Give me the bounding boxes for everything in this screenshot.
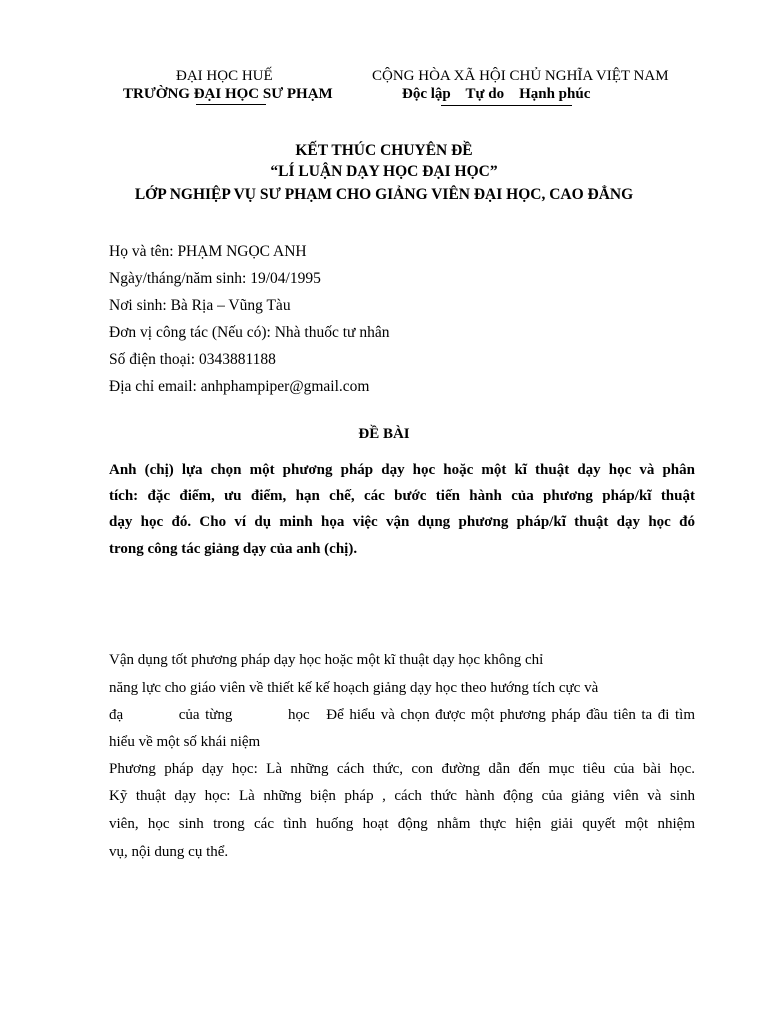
title-line-2: “LÍ LUẬN DẠY HỌC ĐẠI HỌC” (270, 163, 498, 180)
body-line: vụ, nội dung cụ thể. (109, 844, 229, 860)
body-line: viên, học sinh trong các tình huống hoạt động nhằm thực hiện giải quyết một nhiệm (109, 816, 695, 832)
assignment-line: dạy học đó. Cho ví dụ minh họa việc vận dụng phương pháp/kĩ thuật dạy học đó (109, 514, 695, 530)
info-email: Địa chỉ email: anhphampiper@gmail.com (109, 378, 370, 395)
motto-underline (441, 105, 572, 106)
school-name: TRƯỜNG ĐẠI HỌC SƯ PHẠM (123, 86, 333, 102)
info-phone: Số điện thoại: 0343881188 (109, 351, 276, 368)
info-workplace: Đơn vị công tác (Nếu có): Nhà thuốc tư nhân (109, 324, 390, 341)
country-name: CỘNG HÒA XÃ HỘI CHỦ NGHĨA VIỆT NAM (372, 68, 669, 84)
body-line: đạ của từng học Để hiểu và chọn được một phương pháp đầu tiên ta đi tìm (109, 707, 695, 723)
title-line-3: LỚP NGHIỆP VỤ SƯ PHẠM CHO GIẢNG VIÊN ĐẠI HỌC, CAO ĐẲNG (134, 186, 634, 203)
assignment-line: Anh (chị) lựa chọn một phương pháp dạy học hoặc một kĩ thuật dạy học và phân (109, 462, 695, 478)
info-dob: Ngày/tháng/năm sinh: 19/04/1995 (109, 270, 321, 287)
body-line: Phương pháp dạy học: Là những cách thức, con đường dẫn đến mục tiêu của bài học. (109, 761, 695, 777)
title-line-1: KẾT THÚC CHUYÊN ĐỀ (295, 142, 473, 159)
body-line: Kỹ thuật dạy học: Là những biện pháp , cách thức hành động của giảng viên và sinh (109, 788, 695, 804)
assignment-heading: ĐỀ BÀI (358, 426, 410, 442)
national-motto: Độc lập Tự do Hạnh phúc (402, 86, 591, 102)
assignment-line: trong công tác giảng dạy của anh (chị). (109, 541, 358, 557)
info-birthplace: Nơi sinh: Bà Rịa – Vũng Tàu (109, 297, 291, 314)
body-line: Vận dụng tốt phương pháp dạy học hoặc một kĩ thuật dạy học không chỉ (109, 652, 544, 668)
university-name: ĐẠI HỌC HUẾ (176, 68, 273, 84)
info-name: Họ và tên: PHẠM NGỌC ANH (109, 243, 307, 260)
assignment-line: tích: đặc điểm, ưu điểm, hạn chế, các bước tiến hành của phương pháp/kĩ thuật (109, 488, 695, 504)
school-underline (196, 104, 266, 105)
body-line: năng lực cho giáo viên về thiết kế kế hoạch giảng dạy học theo hướng tích cực và (109, 680, 599, 696)
body-line: hiểu về một số khái niệm (109, 734, 261, 750)
